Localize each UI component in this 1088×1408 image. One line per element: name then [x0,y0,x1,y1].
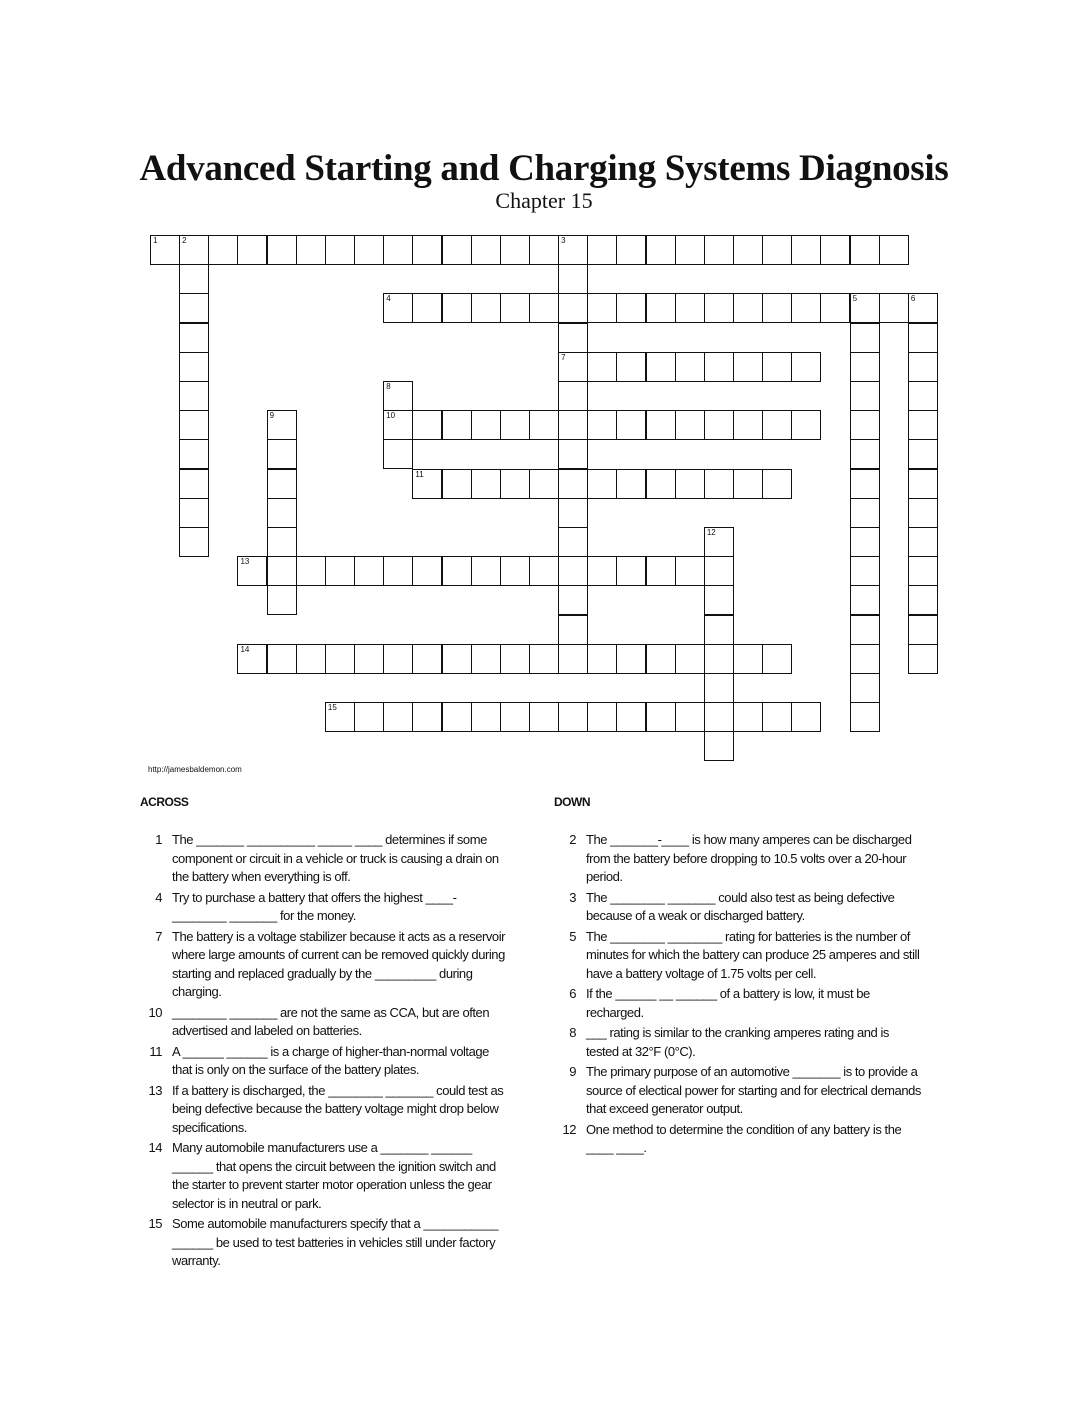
grid-cell[interactable] [558,235,588,265]
grid-cell[interactable] [558,702,588,732]
grid-cell[interactable] [733,469,763,499]
grid-cell[interactable] [675,293,705,323]
grid-cell[interactable] [646,644,676,674]
grid-cell[interactable] [733,235,763,265]
grid-cell[interactable] [529,469,559,499]
clue-number: 1 [155,832,162,847]
across-clue [140,1043,510,1080]
source-url: http://jamesbaldemon.com [148,765,242,774]
grid-cell[interactable] [675,410,705,440]
grid-cell[interactable] [471,469,501,499]
grid-cell[interactable] [179,235,209,265]
clue-text: The _______-____ is how many amperes can be discharged from the battery before dropping to 10.5 volts over a 20-hour period. [586,832,912,884]
across-heading: ACROSS [140,795,189,809]
grid-cell[interactable] [558,527,588,557]
page-subtitle: Chapter 15 [495,188,593,213]
grid-cell[interactable] [850,527,880,557]
grid-cell[interactable] [646,702,676,732]
grid-cell[interactable] [179,469,209,499]
grid-cell[interactable] [850,673,880,703]
grid-cell[interactable] [500,410,530,440]
grid-cell[interactable] [704,293,734,323]
clue-text: The battery is a voltage stabilizer because it acts as a reservoir where large amounts of current can be removed quickly during starting and replaced gradually by the _________ during charging. [172,928,506,999]
grid-cell[interactable] [704,702,734,732]
across-clue [140,1215,510,1271]
grid-cell[interactable] [704,527,734,557]
grid-cell[interactable] [908,293,938,323]
grid-cell[interactable] [558,264,588,294]
grid-cell[interactable] [704,469,734,499]
grid-cell[interactable] [850,498,880,528]
grid-cell[interactable] [237,644,267,674]
grid-cell[interactable] [500,644,530,674]
grid-cell[interactable] [558,644,588,674]
grid-cell[interactable] [850,702,880,732]
clue-text: The ________ _______ could also test as being defective because of a weak or discharged battery. [586,889,895,923]
grid-cell[interactable] [733,702,763,732]
grid-cell[interactable] [500,235,530,265]
grid-cell[interactable] [850,323,880,353]
grid-cell[interactable] [820,293,850,323]
grid-cell[interactable] [529,644,559,674]
grid-cell[interactable] [646,469,676,499]
grid-cell[interactable] [412,644,442,674]
clue-number: 12 [562,1121,576,1137]
grid-cell[interactable] [471,410,501,440]
grid-cell[interactable] [500,702,530,732]
grid-cell[interactable] [791,702,821,732]
grid-cell[interactable] [733,293,763,323]
grid-cell[interactable] [762,235,792,265]
grid-cell[interactable] [616,410,646,440]
grid-cell[interactable] [850,293,880,323]
clue-number: 1 [153,236,158,245]
grid-cell[interactable] [675,235,705,265]
grid-cell[interactable] [704,556,734,586]
clue-number: 14 [148,1140,162,1155]
clue-number: 3 [569,889,576,905]
grid-cell[interactable] [587,556,617,586]
grid-cell[interactable] [471,644,501,674]
grid-cell[interactable] [267,498,297,528]
grid-cell[interactable] [442,556,472,586]
grid-cell[interactable] [791,352,821,382]
grid-cell[interactable] [850,381,880,411]
grid-cell[interactable] [412,410,442,440]
clue-text: ___ rating is similar to the cranking amperes rating and is tested at 32°F (0°C). [586,1025,889,1059]
grid-cell[interactable] [412,556,442,586]
clue-text: ________ _______ are not the same as CCA, but are often advertised and labeled on batteries. [172,1004,490,1038]
grid-cell[interactable] [179,410,209,440]
grid-cell[interactable] [850,410,880,440]
clue-number: 8 [569,1025,576,1040]
grid-cell[interactable] [442,469,472,499]
grid-cell[interactable] [267,644,297,674]
grid-cell[interactable] [704,731,734,761]
down-clue [554,928,924,984]
across-clue [140,1082,510,1138]
grid-cell[interactable] [179,439,209,469]
clue-text: Some automobile manufacturers specify that a ___________ ______ be used to test batteries in vehicles still under factory warranty. [172,1216,499,1268]
clue-number: 3 [561,236,566,245]
grid-cell[interactable] [383,235,413,265]
grid-cell[interactable] [296,235,326,265]
grid-cell[interactable] [908,352,938,382]
grid-cell[interactable] [383,439,413,469]
grid-cell[interactable] [558,352,588,382]
grid-cell[interactable] [179,264,209,294]
clue-number: 7 [155,928,162,944]
grid-cell[interactable] [908,498,938,528]
grid-cell[interactable] [908,556,938,586]
grid-cell[interactable] [850,439,880,469]
grid-cell[interactable] [471,293,501,323]
grid-cell[interactable] [908,644,938,674]
grid-cell[interactable] [412,702,442,732]
grid-cell[interactable] [267,585,297,615]
grid-cell[interactable] [179,498,209,528]
grid-cell[interactable] [762,293,792,323]
grid-cell[interactable] [762,469,792,499]
grid-cell[interactable] [587,293,617,323]
across-clue [140,928,510,1002]
grid-cell[interactable] [587,469,617,499]
grid-cell[interactable] [791,410,821,440]
grid-cell[interactable] [150,235,180,265]
grid-cell[interactable] [675,644,705,674]
grid-cell[interactable] [762,702,792,732]
grid-cell[interactable] [179,381,209,411]
across-clue [140,1139,510,1213]
grid-cell[interactable] [704,410,734,440]
grid-cell[interactable] [412,235,442,265]
grid-cell[interactable] [296,644,326,674]
grid-cell[interactable] [908,439,938,469]
grid-cell[interactable] [879,293,909,323]
grid-cell[interactable] [879,235,909,265]
grid-cell[interactable] [558,469,588,499]
clue-number: 2 [182,236,187,245]
grid-cell[interactable] [267,439,297,469]
grid-cell[interactable] [850,352,880,382]
grid-cell[interactable] [267,556,297,586]
grid-cell[interactable] [908,585,938,615]
grid-cell[interactable] [616,644,646,674]
grid-cell[interactable] [558,585,588,615]
grid-cell[interactable] [704,615,734,645]
grid-cell[interactable] [383,702,413,732]
clue-number: 4 [386,294,391,304]
grid-cell[interactable] [529,556,559,586]
grid-cell[interactable] [733,644,763,674]
grid-cell[interactable] [850,615,880,645]
clue-number: 13 [148,1082,162,1098]
clue-number: 2 [569,832,576,847]
down-clue [554,889,924,926]
grid-cell[interactable] [762,644,792,674]
clue-number: 11 [149,1043,162,1059]
clue-number: 15 [148,1216,162,1231]
grid-cell[interactable] [704,235,734,265]
grid-cell[interactable] [354,702,384,732]
clue-text: The primary purpose of an automotive _______ is to provide a source of electical power for starting and for electrical demands that exceed generator output. [586,1064,921,1116]
grid-cell[interactable] [442,410,472,440]
grid-cell[interactable] [267,527,297,557]
grid-cell[interactable] [354,556,384,586]
grid-cell[interactable] [558,498,588,528]
grid-cell[interactable] [646,556,676,586]
grid-cell[interactable] [267,469,297,499]
across-clue [140,831,510,887]
clue-text: One method to determine the condition of any battery is the ____ ____. [586,1121,902,1155]
grid-cell[interactable] [733,352,763,382]
grid-cell[interactable] [908,323,938,353]
clue-number: 10 [386,411,396,421]
clue-number: 6 [569,986,576,1001]
grid-cell[interactable] [675,469,705,499]
grid-cell[interactable] [587,410,617,440]
grid-cell[interactable] [558,381,588,411]
grid-cell[interactable] [354,235,384,265]
grid-cell[interactable] [558,293,588,323]
grid-cell[interactable] [587,235,617,265]
grid-cell[interactable] [500,469,530,499]
clue-number: 4 [155,889,162,905]
grid-cell[interactable] [442,702,472,732]
grid-cell[interactable] [646,293,676,323]
grid-cell[interactable] [850,585,880,615]
across-clues [140,795,510,1273]
clue-text: A ______ ______ is a charge of higher-than-normal voltage that is only on the surface of the battery plates. [172,1043,489,1077]
grid-cell[interactable] [791,235,821,265]
grid-cell[interactable] [850,235,880,265]
grid-cell[interactable] [762,352,792,382]
across-clue [140,889,510,926]
grid-cell[interactable] [646,410,676,440]
clue-number: 10 [148,1004,162,1020]
grid-cell[interactable] [325,235,355,265]
grid-cell[interactable] [442,235,472,265]
grid-cell[interactable] [471,235,501,265]
clue-text: Many automobile manufacturers use a _______ ______ ______ that opens the circuit between the ignition switch and the starter to prevent starter motor operation unless the gear selector is in neutral or park. [172,1140,496,1211]
down-clue [554,1121,924,1158]
grid-cell[interactable] [325,702,355,732]
down-clue-list [554,831,924,1158]
grid-cell[interactable] [675,702,705,732]
grid-cell[interactable] [646,352,676,382]
clue-number: 6 [910,294,916,304]
clue-number: 9 [569,1064,576,1079]
clue-number: 13 [240,557,250,567]
grid-cell[interactable] [704,673,734,703]
grid-cell[interactable] [704,352,734,382]
grid-cell[interactable] [267,235,297,265]
grid-cell[interactable] [500,556,530,586]
grid-cell[interactable] [733,410,763,440]
grid-cell[interactable] [442,293,472,323]
grid-cell[interactable] [558,410,588,440]
grid-cell[interactable] [237,235,267,265]
grid-cell[interactable] [208,235,238,265]
grid-cell[interactable] [179,527,209,557]
grid-cell[interactable] [616,469,646,499]
grid-cell[interactable] [704,585,734,615]
grid-cell[interactable] [237,556,267,586]
grid-cell[interactable] [908,615,938,645]
clue-number: 15 [327,703,337,713]
clue-text: The _______ __________ _____ ____ determines if some component or circuit in a vehicle or truck is causing a drain on the battery when everything is off. [172,832,499,884]
down-clue [554,831,924,887]
grid-cell[interactable] [820,235,850,265]
grid-cell[interactable] [558,323,588,353]
grid-cell[interactable] [762,410,792,440]
grid-cell[interactable] [850,644,880,674]
grid-cell[interactable] [616,702,646,732]
grid-cell[interactable] [908,469,938,499]
grid-cell[interactable] [616,556,646,586]
grid-cell[interactable] [791,293,821,323]
grid-cell[interactable] [529,235,559,265]
grid-cell[interactable] [383,556,413,586]
grid-cell[interactable] [850,556,880,586]
clue-number: 11 [415,469,424,479]
grid-cell[interactable] [471,556,501,586]
grid-cell[interactable] [383,410,413,440]
grid-cell[interactable] [325,556,355,586]
grid-cell[interactable] [383,644,413,674]
grid-cell[interactable] [179,352,209,382]
grid-cell[interactable] [471,702,501,732]
grid-cell[interactable] [354,644,384,674]
clue-text: The ________ ________ rating for batteries is the number of minutes for which the battery can produce 25 amperes and still have a battery voltage of 1.75 volts per cell. [586,928,920,981]
grid-cell[interactable] [383,381,413,411]
grid-cell[interactable] [908,527,938,557]
grid-cell[interactable] [529,293,559,323]
grid-cell[interactable] [325,644,355,674]
grid-cell[interactable] [587,644,617,674]
down-clue [554,1063,924,1119]
down-clue [554,1024,924,1061]
grid-cell[interactable] [179,323,209,353]
grid-cell[interactable] [850,469,880,499]
across-clue-list [140,831,510,1271]
down-clue [554,985,924,1022]
grid-cell[interactable] [529,702,559,732]
grid-cell[interactable] [412,469,442,499]
grid-cell[interactable] [587,352,617,382]
grid-cell[interactable] [267,410,297,440]
clue-number: 14 [240,644,250,654]
page-title: Advanced Starting and Charging Systems Diagnosis [139,148,949,189]
down-clues [554,795,924,1160]
grid-cell[interactable] [587,702,617,732]
clue-number: 8 [386,382,391,391]
grid-cell[interactable] [558,615,588,645]
grid-cell[interactable] [558,556,588,586]
grid-cell[interactable] [616,352,646,382]
grid-cell[interactable] [412,293,442,323]
grid-cell[interactable] [704,644,734,674]
clue-number: 5 [852,294,858,304]
clue-number: 5 [569,928,576,944]
grid-cell[interactable] [558,439,588,469]
grid-cell[interactable] [616,235,646,265]
down-heading: DOWN [554,795,590,809]
grid-cell[interactable] [646,235,676,265]
clue-number: 12 [706,528,716,537]
grid-cell[interactable] [616,293,646,323]
grid-cell[interactable] [908,410,938,440]
grid-cell[interactable] [296,556,326,586]
grid-cell[interactable] [383,293,413,323]
clue-number: 9 [269,411,275,421]
grid-cell[interactable] [675,556,705,586]
grid-cell[interactable] [442,644,472,674]
grid-cell[interactable] [675,352,705,382]
clue-text: If a battery is discharged, the ________ _______ could test as being defective because the battery voltage might drop below specifications. [172,1082,504,1135]
clue-text: If the ______ __ ______ of a battery is low, it must be recharged. [586,986,870,1020]
grid-cell[interactable] [179,293,209,323]
grid-cell[interactable] [500,293,530,323]
across-clue [140,1004,510,1041]
clue-text: Try to purchase a battery that offers the highest ____-________ _______ for the money. [172,889,457,923]
grid-cell[interactable] [908,381,938,411]
grid-cell[interactable] [529,410,559,440]
clue-number: 7 [561,352,566,362]
